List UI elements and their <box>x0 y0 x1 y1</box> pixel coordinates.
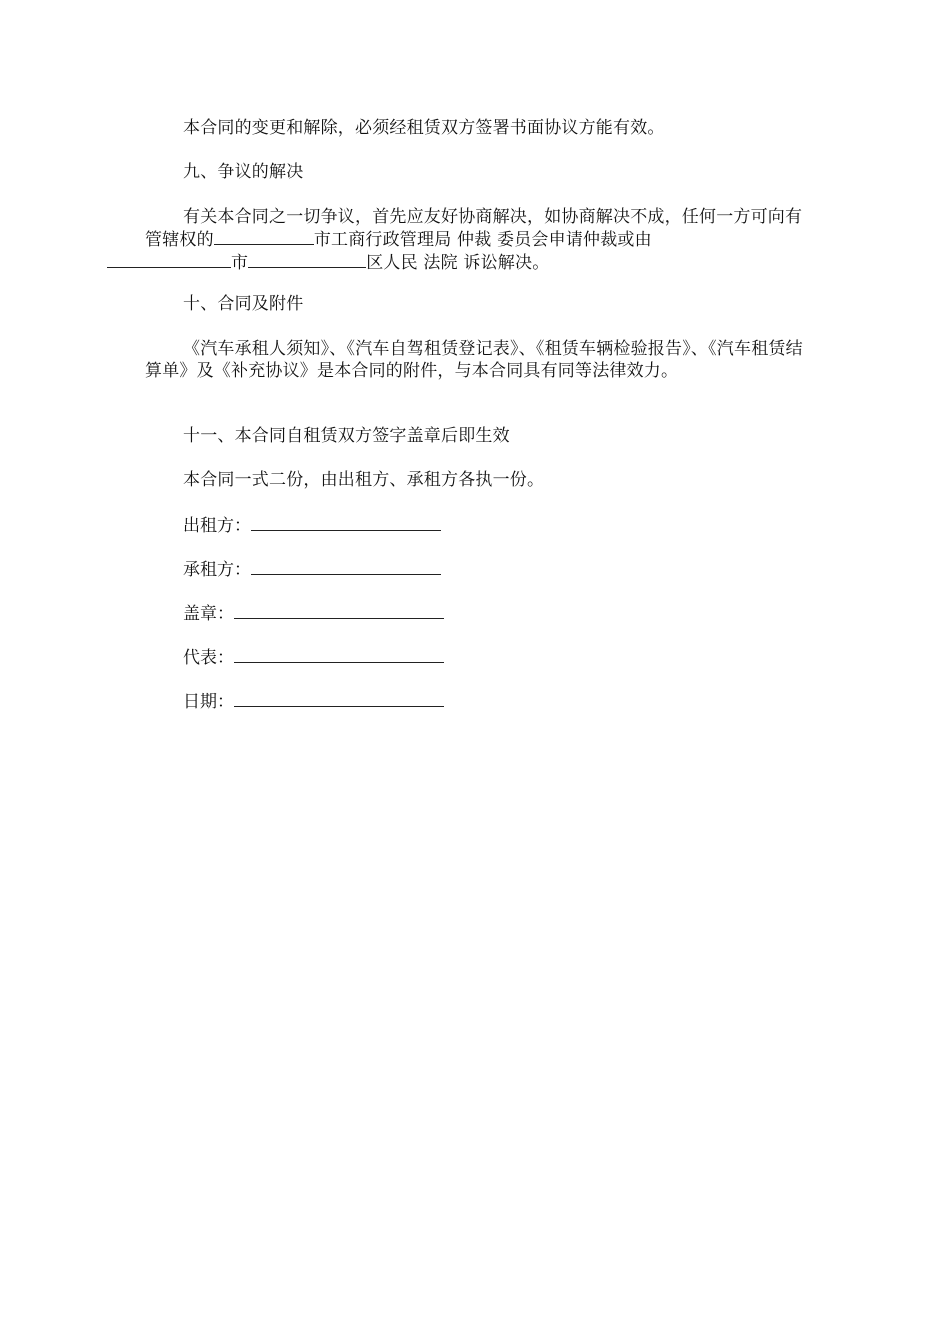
lessor-signature-row <box>183 514 441 537</box>
representative-line <box>234 646 444 663</box>
dispute-text-part1: 有关本合同之一切争议，首先应友好协商解决，如协商解决不成，任何一方可向有管辖权的 <box>145 207 803 250</box>
dispute-text-part4: 区人民 法院 诉讼解决。 <box>366 253 550 273</box>
dispute-paragraph <box>145 206 805 274</box>
court-city-blank <box>107 251 231 268</box>
dispute-heading: 九、争议的解决 <box>183 162 304 182</box>
effect-heading: 十一、本合同自租赁双方签字盖章后即生效 <box>183 426 510 446</box>
change-clause-text: 本合同的变更和解除，必须经租赁双方签署书面协议方能有效。 <box>183 118 665 138</box>
representative-row <box>183 646 444 669</box>
lessee-label: 承租方： <box>183 560 251 580</box>
annex-paragraph: 《汽车承租人须知》、《汽车自驾租赁登记表》、《租赁车辆检验报告》、《汽车租赁结算单》及《补充协议》是本合同的附件，与本合同具有同等法律效力。 <box>145 339 803 381</box>
dispute-text-part3: 市 <box>231 253 249 273</box>
seal-line <box>234 602 444 619</box>
lessor-signature-line <box>251 514 441 531</box>
date-row <box>183 690 444 713</box>
copies-text: 本合同一式二份，由出租方、承租方各执一份。 <box>183 470 545 490</box>
lessee-signature-row <box>183 558 441 581</box>
lessee-signature-line <box>251 558 441 575</box>
lessor-label: 出租方： <box>183 516 251 536</box>
date-line <box>234 690 444 707</box>
seal-row <box>183 602 444 625</box>
dispute-text-part2: 市工商行政管理局 仲裁 委员会申请仲裁或由 <box>313 230 652 250</box>
court-district-blank <box>248 251 366 268</box>
representative-label: 代表： <box>183 648 234 668</box>
seal-label: 盖章： <box>183 604 234 624</box>
dispute-city-blank <box>214 228 314 245</box>
date-label: 日期： <box>183 692 234 712</box>
annex-heading: 十、合同及附件 <box>183 294 304 314</box>
